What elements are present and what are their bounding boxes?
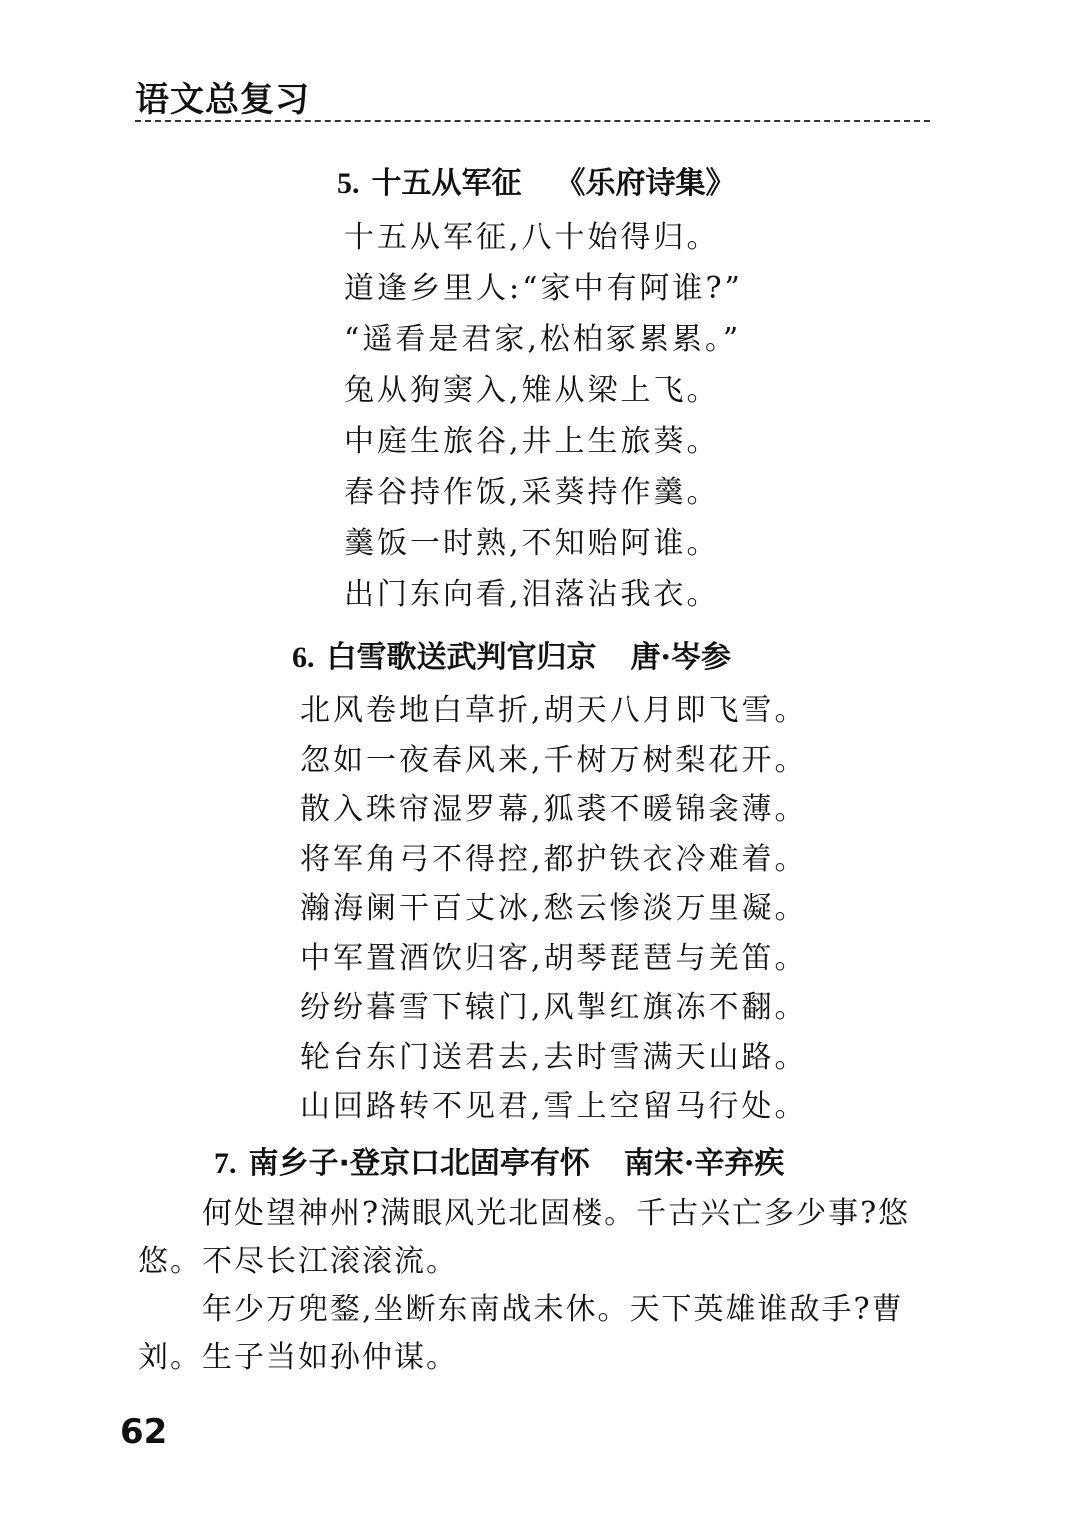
poem-line: 舂谷持作饭,采葵持作羹。 (344, 475, 720, 510)
poem-paragraph: 何处望神州?满眼风光北固楼。千古兴亡多少事?悠悠。不尽长江滚滚流。 (138, 1196, 911, 1279)
poem-author: 《乐府诗集》 (555, 166, 736, 201)
poem-paragraph: 年少万兜鍪,坐断东南战未休。天下英雄谁敌手?曹刘。生子当如孙仲谋。 (138, 1292, 904, 1375)
poem-line: 轮台东门送君去,去时雪满天山路。 (300, 1039, 808, 1075)
poem-title-5 (337, 158, 736, 202)
poem-title-7 (214, 1138, 784, 1182)
poem-author: 唐·岑参 (630, 640, 731, 675)
poem-line: 中庭生旅谷,井上生旅葵。 (344, 424, 720, 459)
poem-line: 瀚海阑干百丈冰,愁云惨淡万里凝。 (300, 891, 808, 926)
poem-number: 5. (337, 167, 360, 200)
poem-name: 白雪歌送武判官归京 (326, 640, 597, 675)
poem-name: 南乡子·登京口北固亭有怀 (248, 1146, 590, 1181)
poem-line: 十五从军征,八十始得归。 (344, 220, 720, 255)
poem-line: 山回路转不见君,雪上空留马行处。 (300, 1089, 808, 1124)
poem-line: 北风卷地白草折,胡天八月即飞雪。 (300, 693, 808, 728)
poem-line: 忽如一夜春风来,千树万树梨花开。 (300, 742, 808, 778)
poem-line: 道逢乡里人:“家中有阿谁?” (344, 271, 743, 306)
poem-number: 6. (292, 641, 315, 674)
poem-line: “遥看是君家,松柏冢累累。” (344, 322, 742, 357)
poem-line: 纷纷暮雪下辕门,风掣红旗冻不翻。 (300, 990, 808, 1025)
page-number: 62 (120, 1412, 168, 1452)
poem-author: 南宋·辛弃疾 (623, 1146, 785, 1181)
poem-line: 将军角弓不得控,都护铁衣冷难着。 (300, 841, 808, 877)
poem-lines-5 (344, 212, 743, 620)
poem-line: 散入珠帘湿罗幕,狐裘不暖锦衾薄。 (300, 792, 808, 827)
poem-name: 十五从军征 (371, 166, 522, 201)
poem-line: 出门东向看,泪落沾我衣。 (344, 577, 720, 612)
poem-line: 中军置酒饮归客,胡琴琵琶与羌笛。 (300, 940, 808, 976)
header-dashed-rule (135, 120, 930, 122)
poem-number: 7. (214, 1147, 237, 1180)
poem-title-6 (292, 632, 731, 676)
running-header: 语文总复习 (135, 80, 310, 120)
poem-line: 羹饭一时熟,不知贻阿谁。 (344, 526, 720, 561)
poem-line: 兔从狗窦入,雉从梁上飞。 (344, 373, 720, 408)
poem-lines-6 (300, 686, 808, 1132)
